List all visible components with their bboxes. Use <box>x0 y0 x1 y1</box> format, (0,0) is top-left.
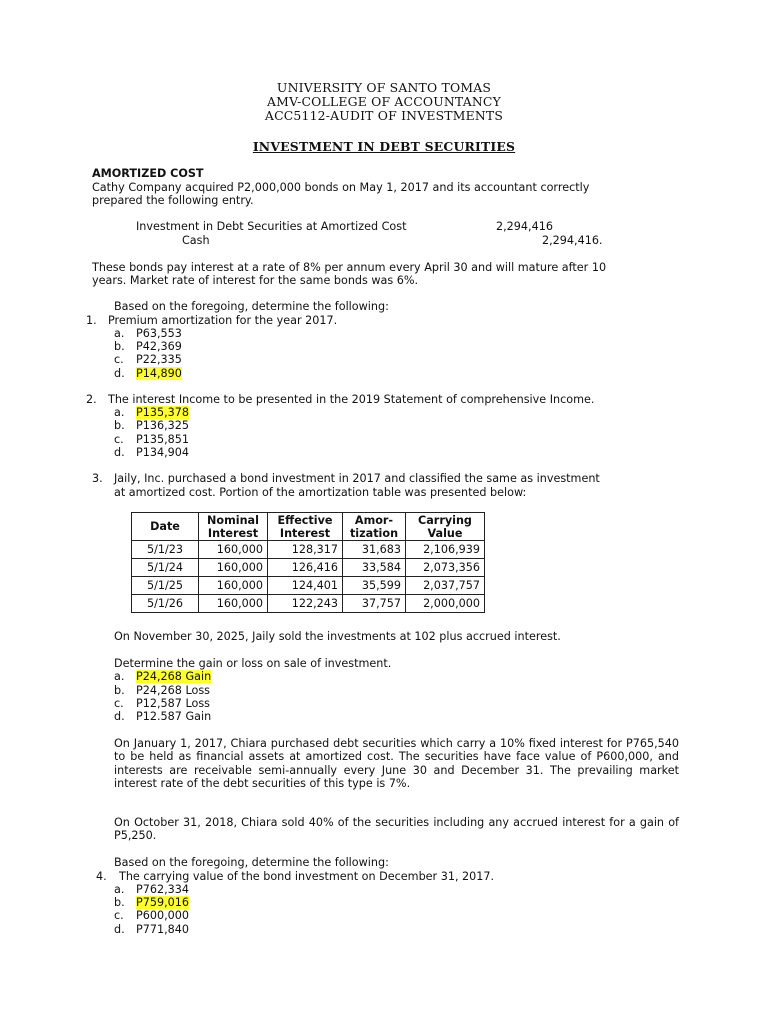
q2-number: 2. <box>86 393 97 406</box>
cell-amortization: 35,599 <box>343 577 406 595</box>
q1-option-d-highlighted-answer: P14,890 <box>136 367 182 380</box>
q4-option-b-highlighted-answer: P759,016 <box>136 896 190 909</box>
q2-text: The interest Income to be presented in the 2019 Statement of comprehensive Income. <box>108 393 595 406</box>
intro-line-1: Cathy Company acquired P2,000,000 bonds on May 1, 2017 and its accountant correctly <box>92 181 590 194</box>
col-header-effective-interest: Effective Interest <box>268 513 343 541</box>
cell-nominal-interest: 160,000 <box>199 577 268 595</box>
q3-text-line-1: Jaily, Inc. purchased a bond investment in 2017 and classified the same as investment <box>114 472 600 485</box>
q1-option-letter: c. <box>114 353 124 366</box>
q3-text-line-2: at amortized cost. Portion of the amortization table was presented below: <box>114 486 527 499</box>
cell-nominal-interest: 160,000 <box>199 541 268 559</box>
cell-amortization: 31,683 <box>343 541 406 559</box>
q1-option-c: P22,335 <box>136 353 182 366</box>
q1-text: Premium amortization for the year 2017. <box>108 314 338 327</box>
q3-determine-line: Determine the gain or loss on sale of investment. <box>114 657 392 670</box>
chiara-based-on-line: Based on the foregoing, determine the following: <box>114 856 389 869</box>
terms-line-1: These bonds pay interest at a rate of 8% per annum every April 30 and will mature after 10 <box>92 261 607 274</box>
q1-option-a: P63,553 <box>136 327 182 340</box>
cell-carrying-value: 2,000,000 <box>406 595 485 613</box>
cell-date: 5/1/23 <box>132 541 199 559</box>
q4-option-letter: d. <box>114 923 125 936</box>
cell-effective-interest: 124,401 <box>268 577 343 595</box>
q3-option-b: P24,268 Loss <box>136 684 210 697</box>
q4-option-letter: a. <box>114 883 125 896</box>
chiara-paragraph-1: On January 1, 2017, Chiara purchased debt securities which carry a 10% fixed interest for P765,540 to be held as financial assets at amortized cost. The securities have face value of P600,000, and interests are receivable semi-annually every June 30 and December 31. The prevailing market interest rate of the debt securities of this type is 7%. <box>114 737 679 791</box>
table-header-row <box>132 513 485 541</box>
based-on-line: Based on the foregoing, determine the following: <box>114 300 389 313</box>
q3-option-c: P12,587 Loss <box>136 697 210 710</box>
university-name: UNIVERSITY OF SANTO TOMAS <box>276 80 492 95</box>
entry-debit-amount: 2,294,416 <box>496 220 553 233</box>
document-title: INVESTMENT IN DEBT SECURITIES <box>252 139 516 154</box>
chiara-paragraph-2: On October 31, 2018, Chiara sold 40% of the securities including any accrued interest for a gain of P5,250. <box>114 816 679 843</box>
q4-option-letter: b. <box>114 896 125 909</box>
q2-option-letter: a. <box>114 406 125 419</box>
cell-effective-interest: 122,243 <box>268 595 343 613</box>
q1-option-b: P42,369 <box>136 340 182 353</box>
table-row <box>132 541 485 559</box>
q2-option-d: P134,904 <box>136 446 190 459</box>
q1-option-letter: a. <box>114 327 125 340</box>
q3-number: 3. <box>92 472 103 485</box>
q2-option-b: P136,325 <box>136 419 190 432</box>
q1-option-letter: b. <box>114 340 125 353</box>
cell-effective-interest: 126,416 <box>268 559 343 577</box>
section-heading: AMORTIZED COST <box>92 167 204 180</box>
cell-date: 5/1/25 <box>132 577 199 595</box>
cell-nominal-interest: 160,000 <box>199 559 268 577</box>
table-row <box>132 577 485 595</box>
col-header-carrying-value: Carrying Value <box>406 513 485 541</box>
cell-amortization: 33,584 <box>343 559 406 577</box>
q3-option-letter: d. <box>114 710 125 723</box>
q3-option-letter: c. <box>114 697 124 710</box>
cell-date: 5/1/24 <box>132 559 199 577</box>
q4-option-c: P600,000 <box>136 909 190 922</box>
cell-date: 5/1/26 <box>132 595 199 613</box>
entry-debit-label: Investment in Debt Securities at Amortized Cost <box>136 220 407 233</box>
q3-option-a-highlighted-answer: P24,268 Gain <box>136 670 212 683</box>
col-header-date: Date <box>132 513 199 541</box>
q2-option-letter: c. <box>114 433 124 446</box>
q1-option-letter: d. <box>114 367 125 380</box>
q3-sale-line: On November 30, 2025, Jaily sold the investments at 102 plus accrued interest. <box>114 630 561 643</box>
cell-effective-interest: 128,317 <box>268 541 343 559</box>
q1-number: 1. <box>86 314 97 327</box>
cell-nominal-interest: 160,000 <box>199 595 268 613</box>
q2-option-letter: d. <box>114 446 125 459</box>
terms-line-2: years. Market rate of interest for the same bonds was 6%. <box>92 274 419 287</box>
table-row <box>132 595 485 613</box>
q2-option-letter: b. <box>114 419 125 432</box>
q2-option-a-highlighted-answer: P135,378 <box>136 406 190 419</box>
table-row <box>132 559 485 577</box>
q4-text: The carrying value of the bond investment on December 31, 2017. <box>119 870 495 883</box>
cell-carrying-value: 2,073,356 <box>406 559 485 577</box>
cell-carrying-value: 2,106,939 <box>406 541 485 559</box>
col-header-amortization: Amor- tization <box>343 513 406 541</box>
q4-option-d: P771,840 <box>136 923 190 936</box>
cell-amortization: 37,757 <box>343 595 406 613</box>
q3-option-letter: b. <box>114 684 125 697</box>
entry-credit-amount: 2,294,416. <box>542 234 603 247</box>
q2-option-c: P135,851 <box>136 433 190 446</box>
college-name: AMV-COLLEGE OF ACCOUNTANCY <box>267 94 501 109</box>
intro-line-2: prepared the following entry. <box>92 194 254 207</box>
q3-option-d: P12.587 Gain <box>136 710 212 723</box>
q3-option-letter: a. <box>114 670 125 683</box>
amortization-table <box>131 512 485 613</box>
q4-number: 4. <box>96 870 107 883</box>
entry-credit-label: Cash <box>182 234 210 247</box>
cell-carrying-value: 2,037,757 <box>406 577 485 595</box>
course-name: ACC5112-AUDIT OF INVESTMENTS <box>264 108 504 123</box>
q4-option-a: P762,334 <box>136 883 190 896</box>
q4-option-letter: c. <box>114 909 124 922</box>
col-header-nominal-interest: Nominal Interest <box>199 513 268 541</box>
